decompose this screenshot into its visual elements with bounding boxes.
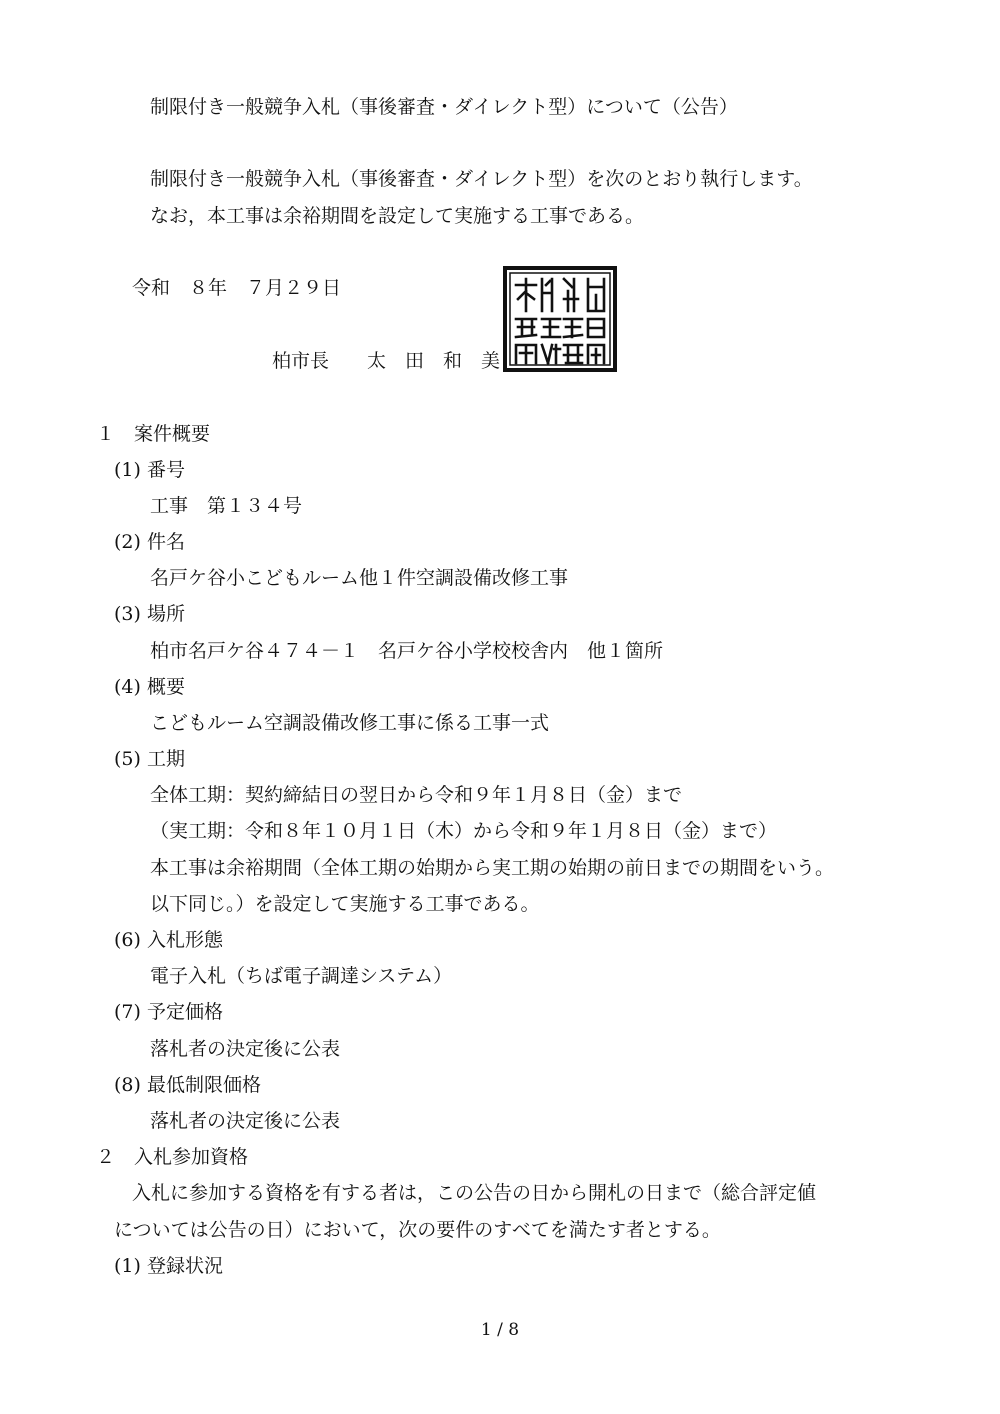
item-label-period: (5) 工期 <box>114 748 185 770</box>
item-value-number: 工事 第１３４号 <box>150 495 303 517</box>
page-number: 1 / 8 <box>480 1320 520 1340</box>
item-label-location: (3) 場所 <box>114 603 185 625</box>
item-label-bid-format: (6) 入札形態 <box>114 929 223 951</box>
item-value-overview: こどもルーム空調設備改修工事に係る工事一式 <box>150 712 550 734</box>
section-2-item-registration: (1) 登録状況 <box>114 1255 223 1277</box>
document-title: 制限付き一般競争入札（事後審査・ダイレクト型）について（公告） <box>150 96 738 118</box>
section-1-heading: １ 案件概要 <box>96 423 211 445</box>
item-value-period-4: 以下同じ。）を設定して実施する工事である。 <box>150 893 540 915</box>
official-seal <box>502 265 618 373</box>
item-value-period-1: 全体工期：契約締結日の翌日から令和９年１月８日（金）まで <box>150 784 683 806</box>
notice-date: 令和 ８年 ７月２９日 <box>132 277 342 299</box>
section-2-heading: ２ 入札参加資格 <box>96 1146 249 1168</box>
item-value-minimum-price: 落札者の決定後に公表 <box>150 1110 341 1132</box>
intro-line-2: なお，本工事は余裕期間を設定して実施する工事である。 <box>150 205 645 227</box>
item-value-period-3: 本工事は余裕期間（全体工期の始期から実工期の始期の前日までの期間をいう。 <box>150 857 835 879</box>
signer-name: 柏市長 太 田 和 美 <box>272 350 501 372</box>
item-label-overview: (4) 概要 <box>114 676 185 698</box>
item-value-period-2: （実工期：令和８年１０月１日（木）から令和９年１月８日（金）まで） <box>150 820 778 842</box>
intro-line-1: 制限付き一般競争入札（事後審査・ダイレクト型）を次のとおり執行します。 <box>150 168 813 190</box>
section-2-paragraph-1: 入札に参加する資格を有する者は，この公告の日から開札の日まで（総合評定値 <box>132 1182 817 1204</box>
section-2-paragraph-2: については公告の日）において，次の要件のすべてを満たす者とする。 <box>114 1219 721 1241</box>
item-label-planned-price: (7) 予定価格 <box>114 1001 223 1023</box>
item-value-bid-format: 電子入札（ちば電子調達システム） <box>150 965 453 987</box>
item-label-subject: (2) 件名 <box>114 531 185 553</box>
item-label-minimum-price: (8) 最低制限価格 <box>114 1074 261 1096</box>
item-value-subject: 名戸ケ谷小こどもルーム他１件空調設備改修工事 <box>150 567 569 589</box>
item-value-planned-price: 落札者の決定後に公表 <box>150 1038 341 1060</box>
item-label-number: (1) 番号 <box>114 459 185 481</box>
item-value-location: 柏市名戸ケ谷４７４－１ 名戸ケ谷小学校校舎内 他１箇所 <box>150 640 664 662</box>
